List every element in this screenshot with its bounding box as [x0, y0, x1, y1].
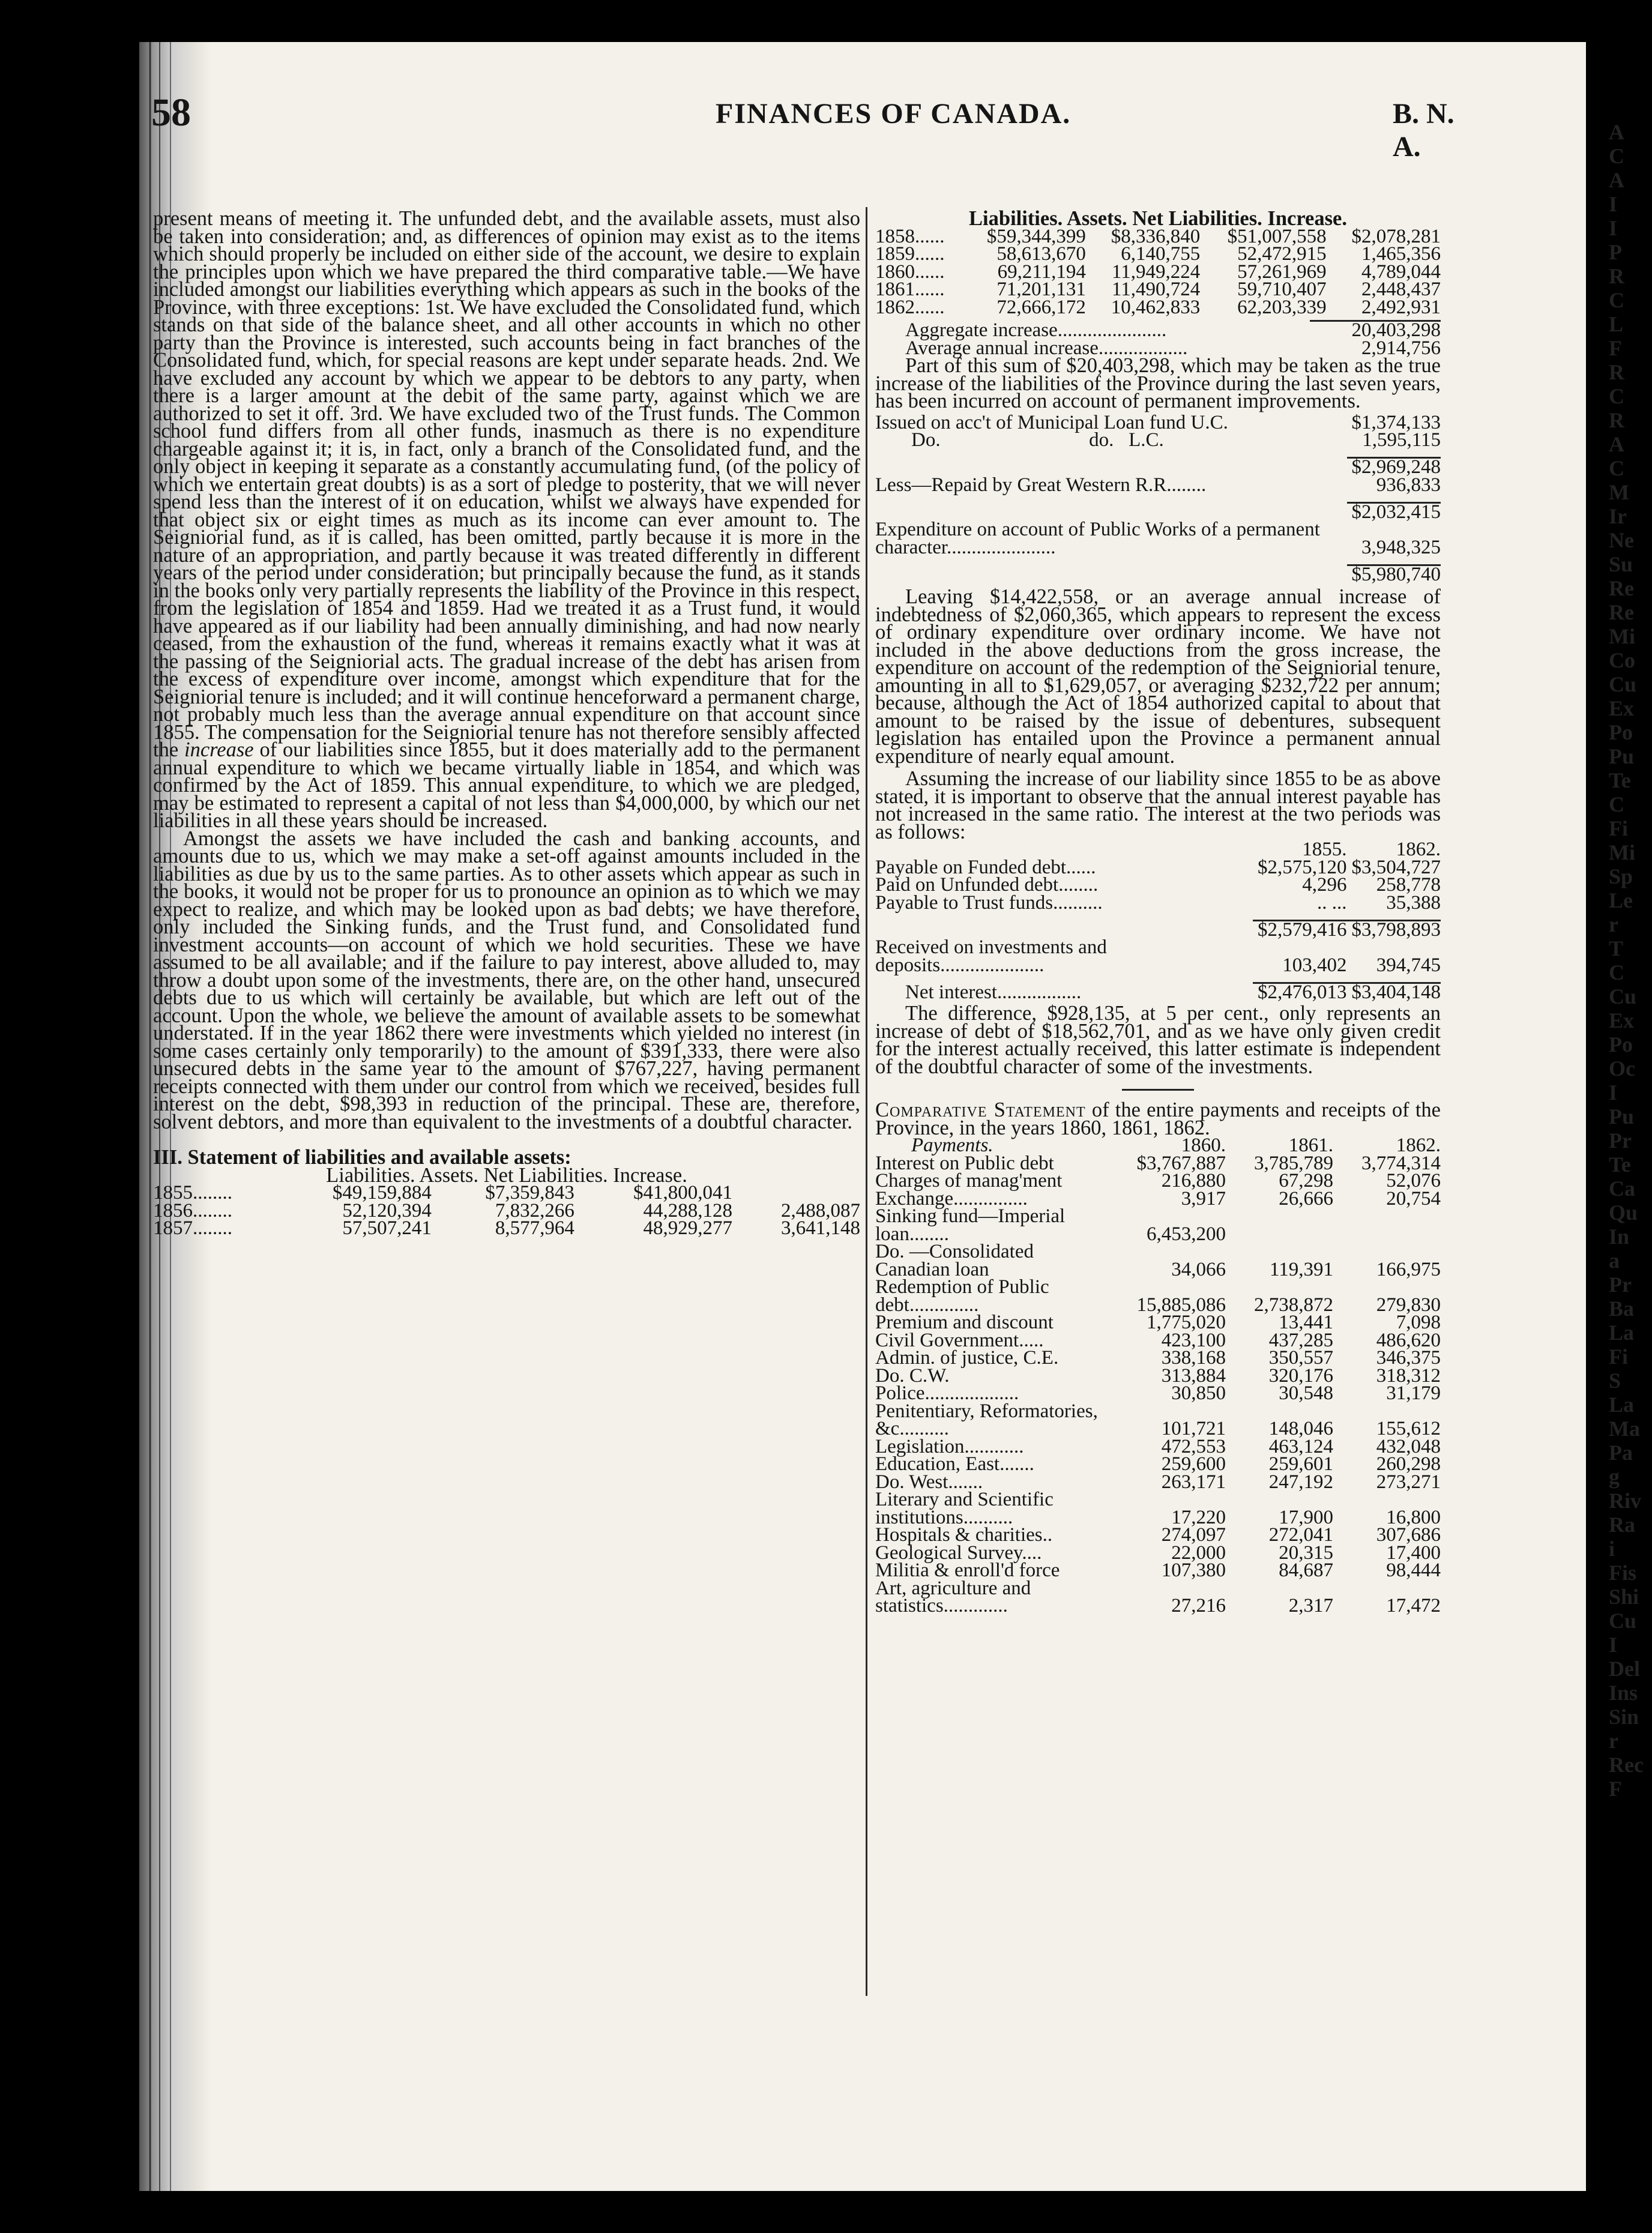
edge-fragment: R	[1609, 360, 1624, 384]
payment-label: Penitentiary, Reformatories, &c..........	[875, 1400, 1098, 1439]
payment-label: Sinking fund—Imperial loan........	[875, 1205, 1066, 1245]
payment-value: 67,298	[1279, 1170, 1333, 1192]
edge-fragment: Ne	[1609, 528, 1634, 552]
table-row	[875, 1243, 1441, 1279]
edge-fragment: i	[1609, 1537, 1615, 1561]
payment-label: Militia & enroll'd force	[875, 1559, 1060, 1581]
statement-table-1855-1857	[153, 1184, 860, 1238]
payment-value: 313,884	[1161, 1364, 1226, 1387]
table-row	[875, 321, 1441, 340]
edge-fragment: Oc	[1609, 1056, 1635, 1080]
table-row: 1862...... 72,666,172 10,462,833 62,203,339 2,492,931	[875, 296, 1441, 318]
table-row: $2,969,248	[875, 458, 1441, 477]
edge-fragment: Pa	[1609, 1441, 1633, 1465]
edge-fragment: In	[1609, 1225, 1630, 1249]
payment-value: 155,612	[1376, 1418, 1441, 1439]
payment-value: 26,666	[1279, 1187, 1333, 1210]
payment-value: 52,076	[1386, 1170, 1441, 1192]
public-works-calc	[875, 411, 1441, 585]
payment-value: 1,775,020	[1147, 1312, 1226, 1333]
payment-value: 318,312	[1376, 1364, 1441, 1387]
edge-fragment: A	[1609, 120, 1624, 144]
edge-fragment: La	[1609, 1393, 1635, 1417]
payment-value: 20,315	[1279, 1541, 1333, 1564]
payment-label: Legislation............	[875, 1435, 1024, 1457]
interest-table	[875, 841, 1441, 1001]
payment-label: Do. —Consolidated Canadian loan	[875, 1241, 1034, 1280]
edge-fragment: Ca	[1609, 1177, 1635, 1201]
edge-fragment: A	[1609, 168, 1624, 192]
payment-value: 437,285	[1268, 1329, 1333, 1351]
payment-value	[1226, 1208, 1333, 1243]
paragraph-assuming: Assuming the increase of our liability since 1855 to be as above stated, it is important to observe that the annual interest payable has not increased in the same ratio. The interest at the two periods was as follows:	[875, 767, 1441, 843]
payment-value: 6,453,200	[1147, 1223, 1226, 1245]
table-row	[875, 1403, 1441, 1438]
payment-value: 259,601	[1268, 1453, 1333, 1475]
table-row	[875, 1279, 1441, 1314]
payment-value: 247,192	[1268, 1471, 1333, 1493]
payment-value: 17,900	[1279, 1506, 1333, 1528]
payment-value: 107,380	[1161, 1559, 1226, 1581]
payment-label: Literary and Scientific institutions..........	[875, 1489, 1054, 1528]
edge-fragment: Ex	[1609, 1008, 1635, 1032]
table-row: 1855........ $49,159,884 $7,359,843 $41,800,041	[153, 1182, 733, 1204]
edge-fragment: Rec	[1609, 1753, 1644, 1777]
edge-fragment: Ra	[1609, 1513, 1635, 1537]
comparative-title-caps: Comparative Statement	[875, 1098, 1086, 1121]
edge-fragment: g	[1609, 1465, 1620, 1489]
edge-fragment: P	[1609, 240, 1622, 264]
page-number: 58	[151, 91, 191, 134]
payment-label: Charges of manag'ment	[875, 1170, 1063, 1192]
table-row	[875, 1580, 1441, 1615]
payment-label: Hospitals & charities..	[875, 1524, 1053, 1546]
table-row: 1861...... 71,201,131 11,490,724 59,710,407 2,448,437	[875, 279, 1441, 300]
payment-label: Admin. of justice, C.E.	[875, 1347, 1059, 1369]
payment-value: 3,917	[1181, 1187, 1226, 1210]
edge-fragment: Po	[1609, 1032, 1633, 1056]
paragraph-leaving: Leaving $14,422,558, or an average annual increase of indebtedness of $2,060,365, which appears to represent the excess of ordinary expenditure over ordinary income. We have not included in the above deductions from the gross increase, the expenditure on account of the redemption of the Seigniorial tenure, amounting in all to $1,629,057, or averaging $232,722 per annum; because, although the Act of 1854 authorized capital to about that amount to be raised by the issue of debentures, subsequent legislation has entailed upon the Province a permanent annual expenditure of nearly equal amount.	[875, 585, 1441, 768]
payment-value: 31,179	[1386, 1382, 1441, 1404]
payment-value: 320,176	[1268, 1364, 1333, 1387]
payment-value: 272,041	[1268, 1524, 1333, 1546]
edge-fragment: Pu	[1609, 744, 1635, 768]
edge-fragment: Del	[1609, 1657, 1640, 1681]
column-divider	[866, 207, 867, 1996]
edge-fragment: Fis	[1609, 1561, 1637, 1585]
edge-fragment: Ex	[1609, 696, 1635, 720]
payment-label: Police...................	[875, 1382, 1019, 1404]
table-row: Payable on Funded debt...... $2,575,120 $3,504,727	[875, 856, 1441, 878]
edge-fragment: Ma	[1609, 1417, 1640, 1441]
edge-fragment: A	[1609, 432, 1624, 456]
edge-fragment: C	[1609, 384, 1624, 408]
edge-fragment: Mi	[1609, 840, 1635, 864]
payment-label: Interest on Public debt	[875, 1152, 1054, 1174]
edge-fragment: I	[1609, 1080, 1618, 1104]
short-divider	[1122, 1089, 1194, 1091]
edge-fragment: Pr	[1609, 1129, 1632, 1153]
payment-value: 98,444	[1386, 1559, 1441, 1581]
edge-fragment: L	[1609, 312, 1624, 336]
edge-fragment: Te	[1609, 768, 1631, 792]
table-row: Paid on Unfunded debt........ 4,296 258,778	[875, 874, 1441, 896]
payment-value: 432,048	[1376, 1435, 1441, 1457]
aggregate-value: 20,403,298	[1310, 321, 1441, 340]
edge-fragment: Po	[1609, 720, 1633, 744]
payment-value: 2,317	[1288, 1595, 1333, 1617]
payment-value: 463,124	[1268, 1435, 1333, 1457]
table-row: Issued on acc't of Municipal Loan fund U.C. $1,374,133	[875, 411, 1441, 433]
payment-value: 17,472	[1386, 1595, 1441, 1617]
payment-value: 486,620	[1376, 1329, 1441, 1351]
edge-fragment: Mi	[1609, 624, 1635, 648]
payment-value: 101,721	[1161, 1418, 1226, 1439]
statement-table-header-cont: Liabilities. Assets. Net Liabilities. Increase.	[969, 207, 1347, 230]
payment-value: 2,738,872	[1254, 1294, 1333, 1316]
table-row: Received on investments and deposits..................... 103,402 394,745	[875, 936, 1441, 976]
payment-value: 34,066	[1171, 1258, 1226, 1280]
payment-value: 3,774,314	[1361, 1152, 1441, 1174]
payment-value: 17,220	[1171, 1506, 1226, 1528]
edge-fragment: C	[1609, 792, 1624, 816]
edge-fragment: r	[1609, 912, 1618, 936]
edge-fragment: R	[1609, 408, 1624, 432]
edge-fragment: Pu	[1609, 1104, 1635, 1129]
payment-value: 346,375	[1376, 1347, 1441, 1369]
left-column	[153, 207, 860, 1239]
page-header	[151, 90, 1472, 163]
average-value: 2,914,756	[1361, 337, 1441, 359]
edge-fragment: Pr	[1609, 1273, 1632, 1297]
table-row: Expenditure on account of Public Works of a permanent character...................... 3,948,325	[875, 519, 1441, 558]
edge-fragment: C	[1609, 288, 1624, 312]
section-marker: B. N. A.	[1393, 98, 1455, 163]
table-row: 1859...... 58,613,670 6,140,755 52,472,915 1,465,356	[875, 243, 1441, 265]
payment-value: 30,548	[1279, 1382, 1333, 1404]
edge-fragment: Cu	[1609, 672, 1637, 696]
edge-fragment: Ba	[1609, 1297, 1635, 1321]
facing-page-edge	[1609, 120, 1651, 1801]
edge-fragment: Te	[1609, 1153, 1631, 1177]
table-row: Do. do. L.C. 1,595,115	[911, 429, 1441, 451]
edge-fragment: Ir	[1609, 504, 1627, 528]
edge-fragment: R	[1609, 264, 1624, 288]
comparative-statement-title	[875, 1098, 1441, 1139]
paragraph-exclusions: present means of meeting it. The unfunded debt, and the available assets, must also be taken into consideration; and, as differences of opinion may exist as to the items which should properly be included on either side of the account, we desire to explain the principles upon which we have prepared the third comparative table.—We have included amongst our liabilities everything which appears as such in the books of the Province, with three exceptions: 1st. We have excluded the Consolidated fund, which stands on that side of the balance sheet, and all other accounts in which no other party than the Province is interested, such accounts being in fact branches of the Consolidated fund, which, for special reasons are kept under separate heads. 2nd. We have excluded any account by which we appear to be debtors to any party, when there is a larger amount at the debit of the same party, against which we are authorized to set it off. 3rd. We have excluded two of the Trust funds. The Common school fund differs from all other funds, inasmuch as there is no expenditure chargeable against it; it is, in fact, only a branch of the Consolidated fund, and the only object in keeping it separate as a constantly accumulating fund, (of the policy of which we entertain great doubts) is as a sort of pledge to posterity, that we will never spend less than the interest of it on education, whilst we always have expended for that object six or eight times as much as its income can ever amount to. The Seigniorial fund, as it is called, has been omitted, partly because it is more in the nature of an appropriation, and partly because it was treated differently in different years of the period under consideration; but principally because the fund, as it stands in the books only very partially represents the liability of the Province in this respect, from the legislation of 1854 and 1859. Had we treated it as a Trust fund, it would have appeared as if our liability had been annually diminishing, and had now nearly ceased, from the exhaustion of the fund, whereas it remains exactly what it was at the passing of the Seigniorial acts. The gradual increase of the debt has arisen from the excess of expenditure over income, amongst which expenditure that for the Seigniorial tenure is included; and it will continue henceforward a permanent charge, not probably much less than the average annual expenditure on that account since 1855. The compensation for the Seigniorial tenure has not therefore sensibly affected the increase of our liabilities since 1855, but it does materially add to the permanent annual expenditure to which we became virtually liable in 1854, and which was confirmed by the Act of 1859. This annual expenditure, to which we are pledged, may be estimated to represent a capital of not less than $4,000,000, by which our net liabilities in all these years should be increased.	[153, 207, 860, 832]
table-row: $5,980,740	[875, 565, 1441, 583]
edge-fragment: r	[1609, 1729, 1618, 1753]
table-row: Less—Repaid by Great Western R.R........ 936,833	[875, 474, 1441, 496]
edge-fragment: Cu	[1609, 1609, 1637, 1633]
edge-fragment: Ins	[1609, 1681, 1638, 1705]
payment-label: Civil Government.....	[875, 1329, 1044, 1351]
paragraph-difference: The difference, $928,135, at 5 per cent., only represents an increase of debt of $18,562,701, and as we have only given credit for the interest actually received, this latter estimate is independent of the doubtful character of some of the investments.	[875, 1002, 1441, 1078]
average-label: Average annual increase..................	[905, 337, 1188, 359]
payment-value: 20,754	[1386, 1187, 1441, 1210]
edge-fragment: Qu	[1609, 1201, 1638, 1225]
table-row	[875, 1349, 1441, 1367]
payment-value: 15,885,086	[1136, 1294, 1226, 1316]
table-row: Net interest................. $2,476,013 $3,404,148	[905, 981, 1441, 1003]
edge-fragment: Sin	[1609, 1705, 1639, 1729]
paragraph-part-of-sum: Part of this sum of $20,403,298, which may be taken as the true increase of the liabilities of the Province during the last seven years, has been incurred on account of permanent improvements.	[875, 354, 1441, 412]
edge-fragment: Co	[1609, 648, 1635, 672]
payment-value: 279,830	[1376, 1294, 1441, 1316]
table-row	[875, 1208, 1441, 1243]
payment-value: 119,391	[1269, 1258, 1333, 1280]
payment-value: 13,441	[1279, 1312, 1333, 1333]
payment-value: 7,098	[1396, 1312, 1441, 1333]
table-row: 1855. 1862.	[1302, 839, 1441, 860]
payment-value: 259,600	[1161, 1453, 1226, 1475]
payment-label: Education, East.......	[875, 1453, 1034, 1475]
payment-value: 423,100	[1161, 1329, 1226, 1351]
aggregate-label: Aggregate increase......................	[905, 319, 1167, 341]
payment-label: Do. C.W.	[875, 1364, 950, 1387]
payment-value: 338,168	[1161, 1347, 1226, 1369]
payment-value	[1333, 1208, 1441, 1243]
edge-fragment: T	[1609, 936, 1624, 960]
payment-value: 307,686	[1376, 1524, 1441, 1546]
edge-fragment: F	[1609, 1777, 1622, 1801]
statement-table-header: Liabilities. Assets. Net Liabilities. Increase.	[326, 1163, 687, 1187]
emphasis-increase: increase	[184, 738, 254, 761]
edge-fragment: F	[1609, 336, 1622, 360]
edge-fragment: S	[1609, 1369, 1621, 1393]
payment-value: $3,767,887	[1136, 1152, 1226, 1174]
payment-value: 263,171	[1161, 1471, 1226, 1493]
table-row: Payable to Trust funds.......... .. ... 35,388	[875, 891, 1441, 914]
edge-fragment: a	[1609, 1249, 1620, 1273]
payment-value: 30,850	[1171, 1382, 1226, 1404]
payment-value: 216,880	[1161, 1170, 1226, 1192]
edge-fragment: I	[1609, 216, 1618, 240]
payment-value: 3,785,789	[1254, 1152, 1333, 1174]
table-row: 1857........ 57,507,241 8,577,964 48,929,277 3,641,148	[153, 1217, 860, 1239]
edge-fragment: Le	[1609, 888, 1633, 912]
payment-value: 350,557	[1268, 1347, 1333, 1369]
payment-value: 274,097	[1161, 1524, 1226, 1546]
edge-fragment: C	[1609, 960, 1624, 984]
edge-fragment: Fi	[1609, 816, 1628, 840]
payment-value: 273,271	[1376, 1471, 1441, 1493]
edge-fragment: Cu	[1609, 984, 1637, 1008]
edge-fragment: Re	[1609, 576, 1634, 600]
table-row: 1856........ 52,120,394 7,832,266 44,288,128 2,488,087	[153, 1199, 860, 1222]
payment-value: 84,687	[1279, 1559, 1333, 1581]
edge-fragment: I	[1609, 192, 1618, 216]
edge-fragment: Shi	[1609, 1585, 1639, 1609]
edge-fragment: I	[1609, 1633, 1618, 1657]
comparative-payments-table	[875, 1137, 1441, 1615]
payment-label: Do. West.......	[875, 1471, 983, 1493]
edge-fragment: La	[1609, 1321, 1635, 1345]
edge-fragment: Sp	[1609, 864, 1633, 888]
table-row: 1860...... 69,211,194 11,949,224 57,261,969 4,789,044	[875, 261, 1441, 283]
payment-label: Redemption of Public debt..............	[875, 1276, 1049, 1316]
table-row	[875, 1491, 1441, 1526]
payment-value: 166,975	[1376, 1258, 1441, 1280]
edge-fragment: Su	[1609, 552, 1633, 576]
edge-fragment: C	[1609, 456, 1624, 480]
payment-label: Exchange...............	[875, 1187, 1028, 1210]
edge-fragment: C	[1609, 144, 1624, 168]
table-header-row: Payments. 1860. 1861. 1862.	[911, 1135, 1441, 1156]
table-row: $2,032,415	[875, 502, 1441, 521]
payment-value: 17,400	[1386, 1541, 1441, 1564]
payment-label: Geological Survey....	[875, 1541, 1042, 1564]
edge-fragment: Riv	[1609, 1489, 1641, 1513]
table-row: 1858...... $59,344,399 $8,336,840 $51,007,558 $2,078,281	[875, 225, 1441, 247]
payment-value: 22,000	[1171, 1541, 1226, 1564]
payment-value: 472,553	[1161, 1435, 1226, 1457]
aggregate-table	[875, 320, 1441, 357]
section-title-statement: III. Statement of liabilities and available assets:	[153, 1146, 571, 1169]
payment-value: 260,298	[1376, 1453, 1441, 1475]
payment-value: 27,216	[1171, 1595, 1226, 1617]
edge-fragment: M	[1609, 480, 1629, 504]
payment-value: 148,046	[1268, 1418, 1333, 1439]
statement-table-1858-1862	[875, 225, 1441, 318]
payment-label: Premium and discount	[875, 1312, 1054, 1333]
payment-value: 16,800	[1386, 1506, 1441, 1528]
payment-label: Art, agriculture and statistics.............	[875, 1577, 1031, 1617]
edge-fragment: Re	[1609, 600, 1634, 624]
paragraph-assets: Amongst the assets we have included the cash and banking accounts, and amounts due to us, which we may make a set-off against amounts included in the liabilities as due by us to the same parties. As to other assets which appear as such in the books, it would not be proper for us to pronounce an opinion as to which we may expect to realize, and which may be looked upon as bad debts; we have therefore, only included the Sinking funds, and the Trust fund, and Consolidated fund investment accounts—on account of which we hold securities. These we have assumed to be all available; and if the failure to pay interest, above alluded to, may throw a doubt upon some of the investments, there are, on the other hand, unsecured debts due to us which will certainly be available, but which are left out of the account. Upon the whole, we believe the amount of available assets to be somewhat understated. If in the year 1862 there were investments which yielded no interest (in some cases certainly only temporarily) to the amount of $391,333, there were also unsecured debts in the same year to the amount of $767,227, having permanent receipts connected with them under our control from which we received, besides full interest on the debt, $98,393 in reduction of the principal. These are, therefore, solvent debtors, and more than equivalent to the investments of a doubtful character.	[153, 827, 860, 1133]
table-row: $2,579,416 $3,798,893	[875, 920, 1441, 939]
edge-fragment: Fi	[1609, 1345, 1628, 1369]
comparative-title-rest: of the entire payments and receipts of the Province, in the years 1860, 1861, 1862.	[875, 1098, 1441, 1139]
running-title: FINANCES OF CANADA.	[716, 98, 1072, 130]
right-column	[875, 207, 1441, 1617]
